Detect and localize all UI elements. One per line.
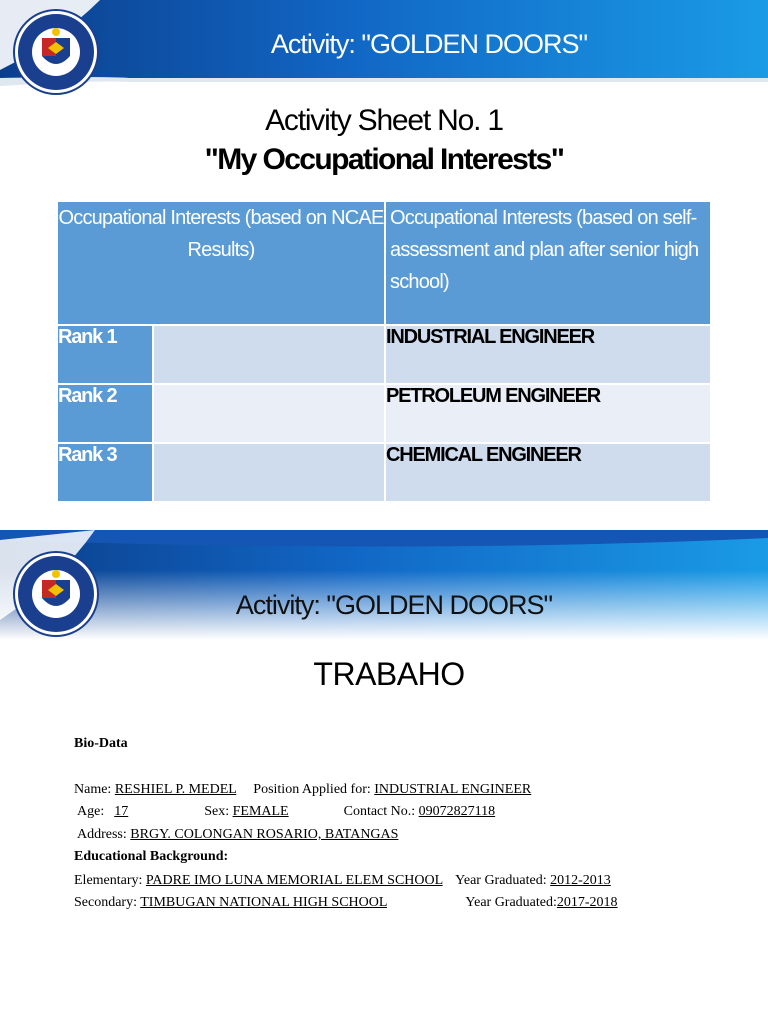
slide-trabaho: [0, 530, 768, 1024]
deped-seal-icon: [12, 8, 100, 96]
education-title: Educational Background:: [74, 849, 229, 864]
secondary-value: TIMBUGAN NATIONAL HIGH SCHOOL: [140, 895, 387, 910]
secondary-label: Secondary:: [74, 895, 137, 910]
sheet-title: "My Occupational Interests": [204, 143, 564, 176]
self-cell: CHEMICAL ENGINEER: [385, 443, 711, 502]
biodata-line-secondary: [74, 895, 618, 911]
address-label: Address:: [77, 827, 127, 842]
age-label: Age:: [77, 804, 105, 819]
biodata-title: Bio-Data: [74, 736, 128, 751]
table-header-row: [57, 201, 711, 325]
biodata-line-address: [77, 827, 398, 843]
elementary-year-label: Year Graduated:: [455, 873, 547, 888]
elementary-year-value: 2012-2013: [550, 873, 611, 888]
elementary-label: Elementary:: [74, 873, 143, 888]
trabaho-heading: TRABAHO: [313, 656, 465, 692]
ncae-cell: [153, 384, 385, 443]
ncae-cell: [153, 325, 385, 384]
address-value: BRGY. COLONGAN ROSARIO, BATANGAS: [130, 827, 399, 842]
rank-label: Rank 3: [57, 443, 153, 502]
deped-seal-icon: [12, 550, 100, 638]
header-banner: [0, 0, 768, 100]
biodata-line-name: [74, 782, 531, 798]
table-row: [57, 384, 711, 443]
rank-label: Rank 2: [57, 384, 153, 443]
name-label: Name:: [74, 782, 112, 797]
table-row: [57, 325, 711, 384]
secondary-year-value: 2017-2018: [556, 895, 618, 910]
ncae-cell: [153, 443, 385, 502]
sex-label: Sex:: [204, 804, 230, 819]
self-cell: PETROLEUM ENGINEER: [385, 384, 711, 443]
contact-label: Contact No.:: [343, 804, 416, 819]
table-row: [57, 443, 711, 502]
self-cell: INDUSTRIAL ENGINEER: [385, 325, 711, 384]
biodata-line-age: [77, 804, 495, 820]
elementary-value: PADRE IMO LUNA MEMORIAL ELEM SCHOOL: [145, 873, 443, 888]
sex-value: FEMALE: [232, 804, 289, 819]
header-banner: [0, 530, 768, 640]
sheet-number: Activity Sheet No. 1: [265, 104, 503, 137]
banner-graphic: [0, 530, 768, 640]
contact-value: 09072827118: [418, 804, 496, 819]
age-value: 17: [114, 804, 129, 819]
biodata-line-elementary: [74, 873, 611, 889]
banner-title: Activity: "GOLDEN DOORS": [270, 29, 588, 59]
name-value: RESHIEL P. MEDEL: [114, 782, 237, 797]
position-label: Position Applied for:: [253, 782, 371, 797]
banner-title: Activity: "GOLDEN DOORS": [235, 590, 553, 620]
header-self-assessment: Occupational Interests (based on self-assessment and plan after senior high school): [385, 201, 711, 325]
secondary-year-label: Year Graduated:: [465, 895, 557, 910]
rank-label: Rank 1: [57, 325, 153, 384]
header-ncae: Occupational Interests (based on NCAE Results): [57, 201, 385, 325]
position-value: INDUSTRIAL ENGINEER: [374, 782, 532, 797]
occupational-interests-table: [56, 200, 712, 503]
